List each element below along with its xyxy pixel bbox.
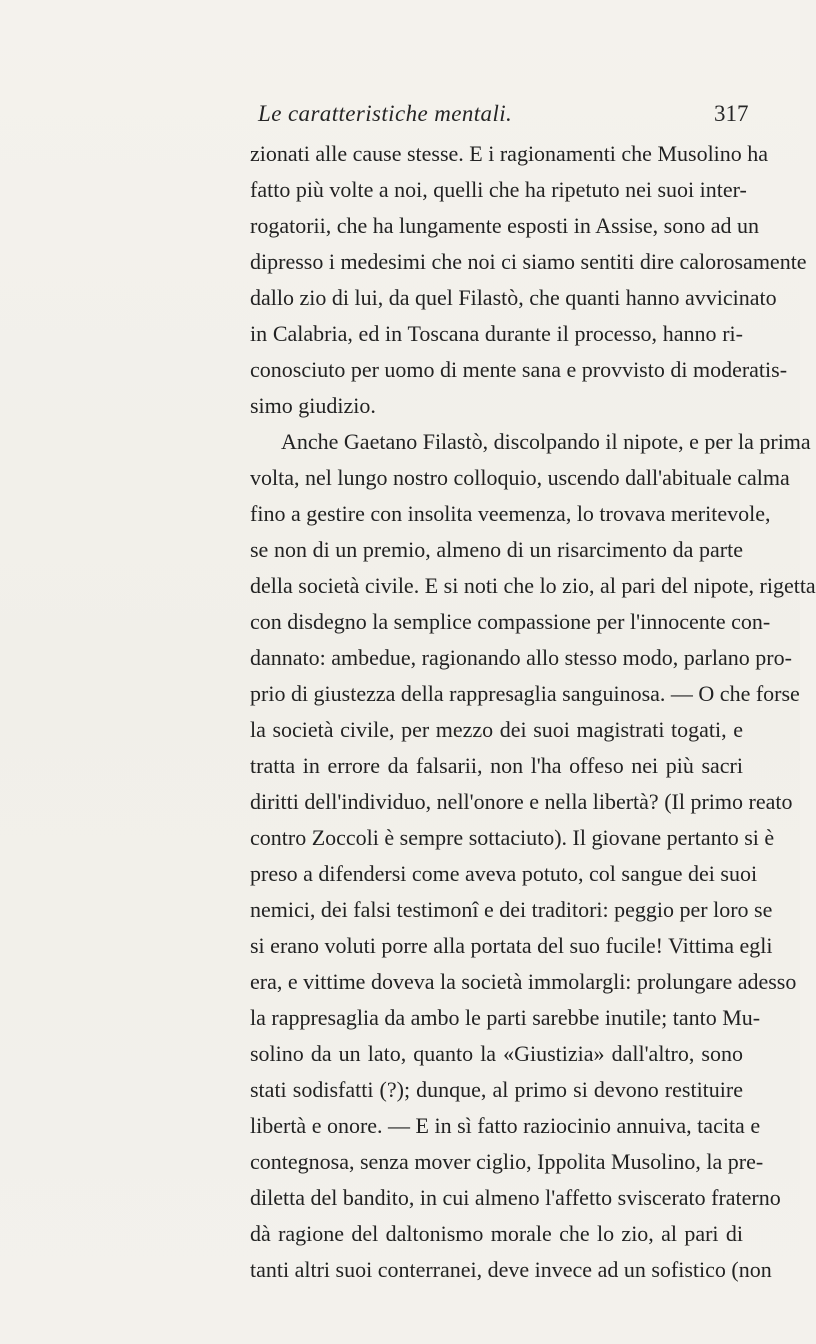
paragraph-end-line: simo giudizio.	[250, 393, 376, 418]
text-line: tratta in errore da falsarii, non l'ha offeso nei più sacri	[250, 753, 743, 778]
text-line: contro Zoccoli è sempre sottaciuto). Il giovane pertanto si è	[250, 825, 775, 850]
text-line: dallo zio di lui, da quel Filastò, che quanti hanno avvicinato	[250, 285, 777, 310]
text-line: contegnosa, senza mover ciglio, Ippolita Musolino, la pre-	[250, 1149, 764, 1174]
text-line: la rappresaglia da ambo le parti sarebbe inutile; tanto Mu-	[250, 1005, 761, 1030]
text-line: stati sodisfatti (?); dunque, al primo si devono restituire	[250, 1077, 743, 1102]
text-line: libertà e onore. — E in sì fatto raziocinio annuiva, tacita e	[250, 1113, 761, 1138]
text-line: preso a difendersi come aveva potuto, col sangue dei suoi	[250, 861, 758, 886]
text-line: dipresso i medesimi che noi ci siamo sentiti dire calorosamente	[250, 249, 807, 274]
text-line: volta, nel lungo nostro colloquio, uscendo dall'abituale calma	[250, 465, 790, 490]
text-line: con disdegno la semplice compassione per l'innocente con-	[250, 609, 771, 634]
text-line: la società civile, per mezzo dei suoi magistrati togati, e	[250, 717, 743, 742]
text-line: fino a gestire con insolita veemenza, lo trovava meritevole,	[250, 501, 771, 526]
text-line: dannato: ambedue, ragionando allo stesso modo, parlano pro-	[250, 645, 792, 670]
paragraph-first-line: Anche Gaetano Filastò, discolpando il nipote, e per la prima	[281, 429, 811, 454]
page-number: 317	[714, 101, 749, 126]
running-title: Le caratteristiche mentali.	[258, 101, 513, 126]
text-line: in Calabria, ed in Toscana durante il processo, hanno ri-	[250, 321, 743, 346]
text-line: diritti dell'individuo, nell'onore e nella libertà? (Il primo reato	[250, 789, 793, 814]
text-line: solino da un lato, quanto la «Giustizia» dall'altro, sono	[250, 1041, 743, 1066]
text-line: dà ragione del daltonismo morale che lo zio, al pari di	[250, 1221, 743, 1246]
page-header	[0, 94, 800, 134]
text-line: conosciuto per uomo di mente sana e provvisto di moderatis-	[250, 357, 788, 382]
text-line: fatto più volte a noi, quelli che ha ripetuto nei suoi inter-	[250, 177, 747, 202]
text-line: zionati alle cause stesse. E i ragionamenti che Musolino ha	[250, 141, 769, 166]
text-line: si erano voluti porre alla portata del suo fucile! Vittima egli	[250, 933, 773, 958]
text-line: della società civile. E si noti che lo zio, al pari del nipote, rigetta	[250, 573, 816, 598]
text-line: tanti altri suoi conterranei, deve invece ad un sofistico (non	[250, 1257, 772, 1282]
text-line: era, e vittime doveva la società immolargli: prolungare adesso	[250, 969, 797, 994]
text-line: diletta del bandito, in cui almeno l'affetto sviscerato fraterno	[250, 1185, 781, 1210]
text-line: rogatorii, che ha lungamente esposti in Assise, sono ad un	[250, 213, 759, 238]
text-line: se non di un premio, almeno di un risarcimento da parte	[250, 537, 743, 562]
text-line: nemici, dei falsi testimonî e dei traditori: peggio per loro se	[250, 897, 773, 922]
text-line: prio di giustezza della rappresaglia sanguinosa. — O che forse	[250, 681, 800, 706]
